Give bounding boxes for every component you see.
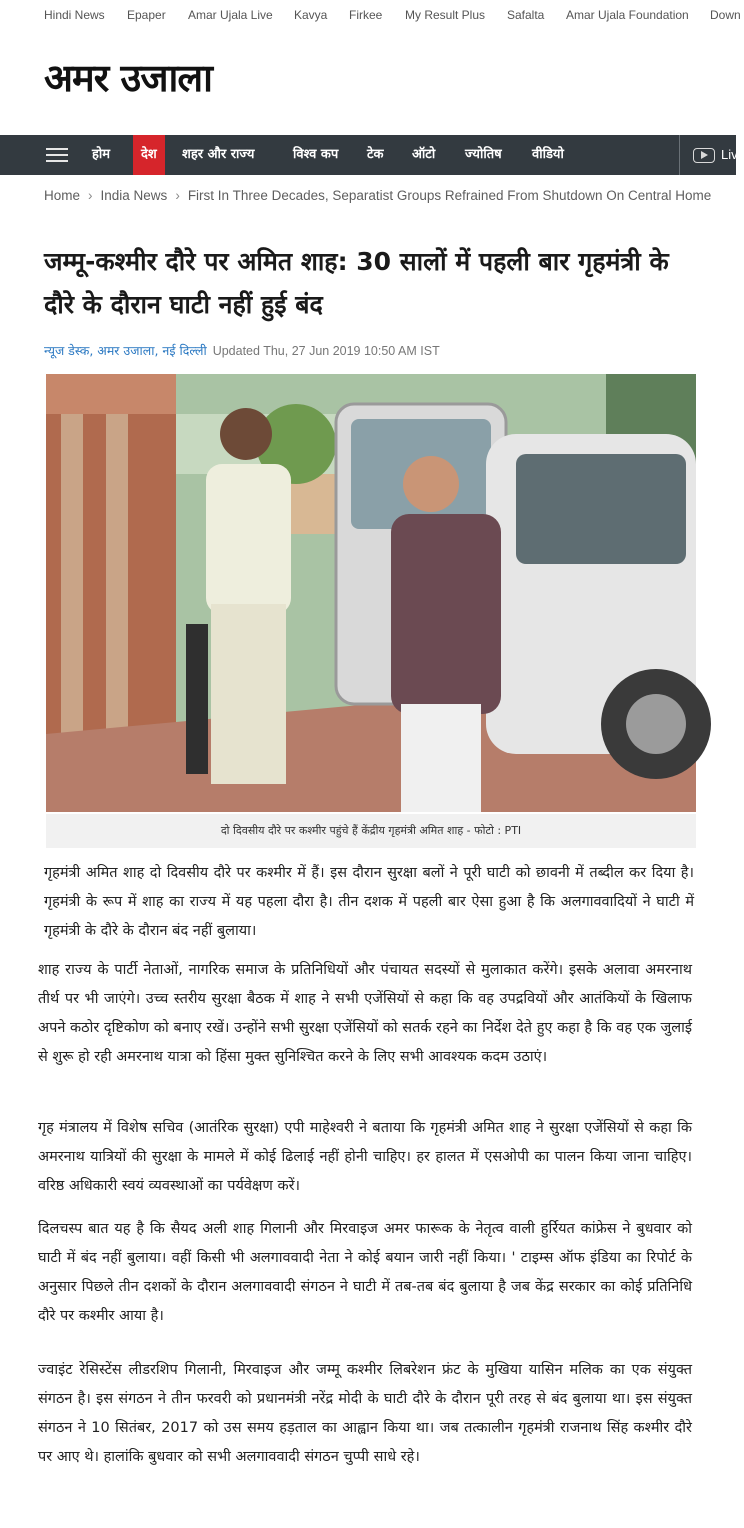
article-photo-illustration (46, 374, 696, 812)
top-link-safalta[interactable]: Safalta (507, 8, 545, 22)
top-link-amar-ujala-live[interactable]: Amar Ujala Live (188, 8, 273, 22)
top-link-download[interactable]: Down (710, 8, 741, 22)
top-link-my-result-plus[interactable]: My Result Plus (405, 8, 486, 22)
nav-item-video[interactable]: वीडियो (532, 147, 564, 162)
article-paragraph: ज्वाइंट रेसिस्टेंस लीडरशिप गिलानी, मिरवाइज और जम्मू कश्मीर लिबरेशन फ्रंट के मुखिया यासिन मलिक का एक संयुक्त संगठन है। इस संगठन ने तीन फरवरी को प्रधानमंत्री नरेंद्र मोदी के घाटी दौरे के दौरान पूरी तरह से बंद बुलाया था। इस संयुक्त संगठन ने 10 सितंबर, 2017 को उस समय हड़ताल का आह्वान किया था। जब तत्कालीन गृहमंत्री राजनाथ सिंह कश्मीर दौरे पर आए थे। हालांकि बुधवार को सभी अलगाववादी संगठन चुप्पी साधे रहे। (38, 1362, 692, 1465)
nav-item-auto[interactable]: ऑटो (412, 147, 436, 162)
article-paragraph: दिलचस्प बात यह है कि सैयद अली शाह गिलानी और मिरवाइज अमर फारूक के नेतृत्व वाली हुर्रियत कांफ्रेस ने बुधवार को घाटी में बंद नहीं बुलाया। वहीं किसी भी अलगाववादी नेता ने कोई बयान जारी नहीं किया। ' टाइम्स ऑफ इंडिया का रिपोर्ट के अनुसार पिछले तीन दशकों के दौरान अलगाववादी संगठन ने घाटी में तब-तब बंद बुलाया है जब केंद्र सरकार का कोई प्रतिनिधि दौरे पर कश्मीर आया है। (38, 1221, 692, 1324)
breadcrumb-separator: › (88, 188, 93, 203)
article-paragraph: गृह मंत्रालय में विशेष सचिव (आतंरिक सुरक्षा) एपी माहेश्वरी ने बताया कि गृहमंत्री अमित शाह ने सुरक्षा एजेंसियों से कहा कि अमरनाथ यात्रियों की सुरक्षा के मामले में कोई ढिलाई नहीं होनी चाहिए। हर हालत में एसओपी का पालन किया जाना चाहिए। वरिष्ठ अधिकारी स्वयं व्यवस्थाओं का पर्यवेक्षण करें। (38, 1120, 692, 1194)
nav-item-tech[interactable]: टेक (367, 147, 384, 162)
top-link-firkee[interactable]: Firkee (349, 8, 383, 22)
top-link-kavya[interactable]: Kavya (294, 8, 328, 22)
top-link-amar-ujala-foundation[interactable]: Amar Ujala Foundation (566, 8, 689, 22)
breadcrumb-india-news[interactable]: India News (100, 188, 168, 203)
breadcrumb-separator: › (175, 188, 180, 203)
site-logo[interactable]: अमर उजाला (44, 56, 212, 100)
photo-caption: दो दिवसीय दौरे पर कश्मीर पहुंचे हैं केंद्रीय गृहमंत्री अमित शाह - फोटो : PTI (46, 814, 696, 848)
nav-divider (679, 135, 680, 175)
updated-timestamp: Updated Thu, 27 Jun 2019 10:50 AM IST (212, 344, 440, 358)
main-nav (0, 135, 736, 175)
article-intro: गृहमंत्री अमित शाह दो दिवसीय दौरे पर कश्मीर में हैं। इस दौरान सुरक्षा बलों ने पूरी घाटी को छावनी में तब्दील कर दिया है। गृहमंत्री के रूप में शाह का राज्य में यह पहला दौरा है। तीन दशक में पहली बार ऐसा हुआ है कि अलगाववादियों ने घाटी में गृहमंत्री के दौरे के दौरान बंद नहीं बुलाया। (44, 865, 694, 939)
top-links-bar (0, 0, 741, 30)
live-label[interactable]: Liv (721, 147, 738, 162)
breadcrumb (44, 188, 744, 203)
article-headline: जम्मू-कश्मीर दौरे पर अमित शाह: 30 सालों में पहली बार गृहमंत्री के दौरे के दौरान घाटी नहीं हुई बंद (44, 247, 669, 319)
breadcrumb-home[interactable]: Home (44, 188, 81, 203)
top-link-hindi-news[interactable]: Hindi News (44, 8, 105, 22)
nav-item-vishwa-cup[interactable]: विश्व कप (293, 147, 339, 162)
author-link[interactable]: न्यूज डेस्क, अमर उजाला, नई दिल्ली (44, 343, 207, 358)
nav-item-home[interactable]: होम (92, 147, 111, 162)
nav-item-jyotish[interactable]: ज्योतिष (465, 147, 502, 162)
nav-item-desh[interactable]: देश (133, 135, 165, 175)
article-paragraph: शाह राज्य के पार्टी नेताओं, नागरिक समाज के प्रतिनिधियों और पंचायत सदस्यों से मुलाकात करेंगे। इसके अलावा अमरनाथ तीर्थ पर भी जाएंगे। उच्च स्तरीय सुरक्षा बैठक में शाह ने सभी एजेंसियों से कहा कि वह उपद्रवियों और आतंकियों के खिलाफ अपने कठोर दृष्टिकोण को बनाए रखें। उन्होंने सभी सुरक्षा एजेंसियों को सतर्क रहने का निर्देश देते हुए कहा है कि वह एक जुलाई से शुरू हो रही अमरनाथ यात्रा को हिंसा मुक्त सुनिश्चित करने के लिए सभी आवश्यक कदम उठाएं। (38, 962, 692, 1065)
breadcrumb-current: First In Three Decades, Separatist Groups Refrained From Shutdown On Central Home (187, 188, 712, 203)
nav-item-shahar-aur-rajya[interactable]: शहर और राज्य (182, 147, 255, 162)
live-play-icon[interactable] (693, 148, 715, 163)
menu-icon[interactable] (46, 148, 68, 162)
top-link-epaper[interactable]: Epaper (127, 8, 166, 22)
article-byline (44, 342, 440, 359)
article-photo (46, 374, 696, 812)
